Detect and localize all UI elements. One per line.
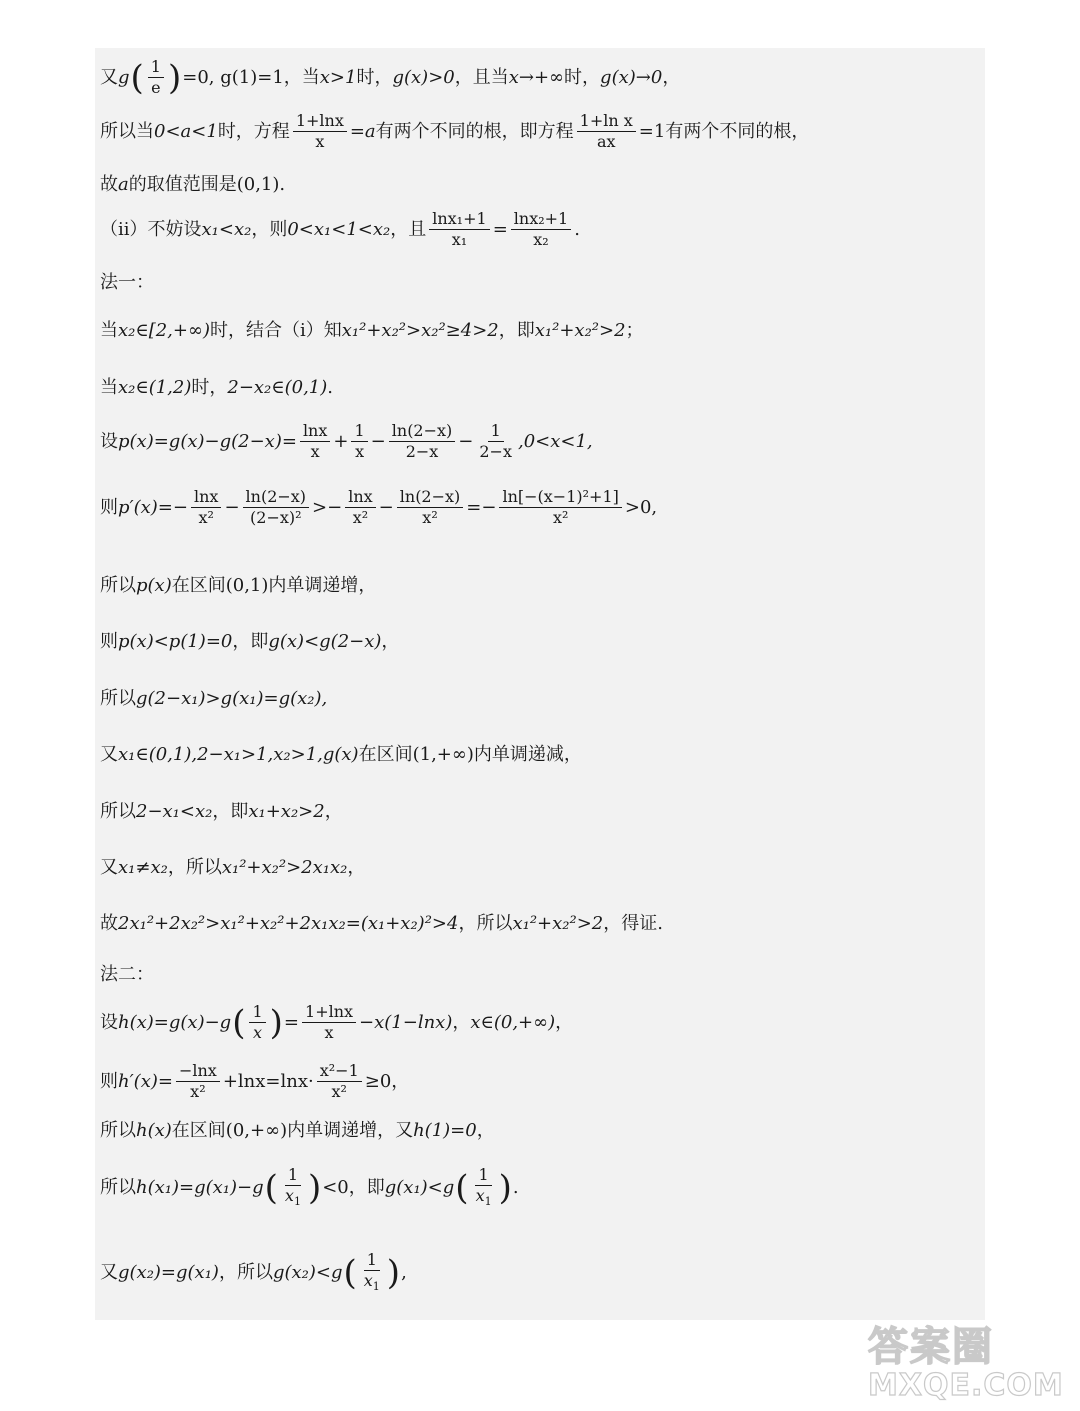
math: x₁≠x₂ <box>118 857 168 878</box>
math: a <box>118 174 129 195</box>
fraction: $\frac{\text{x²−1}}{\text{x²}}$ <box>317 1062 362 1102</box>
paren: ( <box>343 1252 357 1293</box>
paren: ) <box>307 1167 322 1208</box>
math: = <box>283 1012 300 1034</box>
text: ， <box>347 857 366 878</box>
fraction: $\frac{\ln x}{x}$ <box>300 422 330 462</box>
solution-line-7 <box>100 377 333 399</box>
text: 时， <box>564 67 601 89</box>
math: x₁∈(0,1),2−x₁>1,x₂>1,g(x) <box>118 744 359 765</box>
solution-line-16 <box>100 913 663 935</box>
method-two-heading <box>100 964 154 986</box>
text: 有两个不同的根，即方程 <box>375 121 574 143</box>
solution-line-19 <box>100 1062 409 1102</box>
text: 有两个不同的根， <box>665 121 810 143</box>
text: 则 <box>100 631 118 652</box>
text: ， <box>452 1012 471 1034</box>
text: 所以 <box>100 1176 136 1198</box>
fraction: $\frac{1}{x}$ <box>249 1003 265 1043</box>
fraction: $\frac{\text{lnx₁+1}}{\text{x₁}}$ <box>429 210 489 250</box>
math: g(x)<g(2−x) <box>268 631 382 652</box>
text: 当 <box>100 377 118 398</box>
text: 在区间(0,+∞)内单调递增，又 <box>171 1120 414 1141</box>
math: − <box>378 497 394 519</box>
math: x₂∈(1,2) <box>118 377 192 398</box>
method-one-heading <box>100 272 154 294</box>
watermark <box>868 1315 1064 1405</box>
math: +lnx=lnx· <box>222 1071 314 1093</box>
text: ，即 <box>232 631 269 652</box>
fraction: $\frac{\ln(2-x)}{2-x}$ <box>389 422 456 462</box>
math: 0<x₁<1<x₂ <box>287 219 391 241</box>
text: ，得证. <box>603 913 663 934</box>
fraction: $\frac{1}{x_1}$ <box>363 1250 380 1294</box>
math: 2−x₂∈(0,1) <box>227 377 328 398</box>
text: 设 <box>100 1012 118 1034</box>
fraction: $\frac{1+\ln x}{x}$ <box>302 1003 356 1043</box>
math: h(1)=0 <box>413 1120 477 1141</box>
math: g(x)→0 <box>600 67 663 89</box>
math: p(x)<p(1)=0 <box>118 631 233 652</box>
math: x₁+x₂>2 <box>248 801 325 822</box>
math: g(x₂)<g <box>272 1261 343 1283</box>
fraction: $\frac{\ln x}{\text{x²}}$ <box>345 488 375 528</box>
solution-line-15 <box>100 857 365 879</box>
fraction: $\frac{\text{ln[−(x−1)²+1]}}{\text{x²}}$ <box>499 488 621 528</box>
text: ，所以 <box>218 1261 273 1283</box>
text: 故 <box>100 913 118 934</box>
fraction: $\frac{1}{2-x}$ <box>479 421 512 462</box>
math: − <box>370 431 386 453</box>
solution-line-12 <box>100 688 327 710</box>
math: <0 <box>322 1176 349 1198</box>
math: 2x₁²+2x₂²>x₁²+x₂²+2x₁x₂=(x₁+x₂)²>4 <box>118 913 459 934</box>
solution-line-11 <box>100 631 399 653</box>
text: 当 <box>100 320 118 341</box>
math: p(x) <box>136 575 172 596</box>
math: h(x₁)=g(x₁)−g <box>136 1176 264 1198</box>
paren: ) <box>386 1252 401 1293</box>
solution-line-20 <box>100 1120 495 1142</box>
solution-line-9 <box>100 488 657 528</box>
text: 设 <box>100 431 118 453</box>
math: x∈(0,+∞) <box>470 1012 556 1034</box>
text: ，即 <box>212 801 249 822</box>
math: 0<a<1 <box>154 121 218 143</box>
solution-line-21 <box>100 1166 519 1209</box>
math: − <box>224 497 240 519</box>
math: g <box>118 67 130 89</box>
math: − <box>458 431 474 453</box>
text: 所以 <box>100 801 136 822</box>
text: . <box>512 1176 519 1198</box>
text: 所以 <box>100 1120 136 1141</box>
text: 时， <box>356 67 393 89</box>
math: 2−x₁<x₂ <box>136 801 213 822</box>
fraction: $\frac{1}{e}$ <box>148 58 164 98</box>
math: x>1 <box>319 67 357 89</box>
math: p′(x)=− <box>118 497 188 519</box>
text: 又 <box>100 857 118 878</box>
fraction: $\frac{\text{1+ln x}}{ax}$ <box>577 112 636 152</box>
math: =1 <box>638 121 666 143</box>
paren: ) <box>167 57 182 98</box>
paren: ( <box>130 57 144 98</box>
solution-line-1 <box>100 58 680 98</box>
solution-line-4 <box>100 210 580 250</box>
text: 在区间(1,+∞)内单调递减， <box>358 744 582 765</box>
solution-line-6 <box>100 320 644 342</box>
fraction: $\frac{-\ln x}{\text{x²}}$ <box>176 1062 220 1102</box>
text: ， <box>324 801 343 822</box>
text: ， <box>555 1012 574 1034</box>
solution-line-8 <box>100 422 593 462</box>
text: 时，方程 <box>217 121 290 143</box>
watermark-site: MXQE.COM <box>868 1368 1064 1403</box>
fraction: $\frac{1}{x}$ <box>351 422 367 462</box>
text: 所以当 <box>100 121 154 143</box>
text: ， <box>391 1071 410 1093</box>
math: =0, g(1)=1，当 <box>182 67 320 89</box>
math: ,0<x<1, <box>517 431 593 453</box>
paren: ( <box>232 1002 246 1043</box>
text: 又 <box>100 67 118 89</box>
math: x₂∈[2,+∞) <box>118 320 210 341</box>
math: h′(x)= <box>118 1071 173 1093</box>
watermark-logo: 答案圈 <box>868 1324 994 1370</box>
math: ≥0 <box>364 1071 392 1093</box>
math: x→+∞ <box>508 67 565 89</box>
math: g(x₁)<g <box>384 1176 455 1198</box>
text: ，所以 <box>167 857 222 878</box>
solution-line-2 <box>100 112 809 152</box>
solution-line-18 <box>100 1003 573 1043</box>
text: 时， <box>191 377 228 398</box>
text: 所以 <box>100 575 136 596</box>
paren: ( <box>264 1167 278 1208</box>
text: ， <box>476 1120 495 1141</box>
math: + <box>333 431 349 453</box>
fraction: $\frac{\ln x}{\text{x²}}$ <box>191 488 221 528</box>
text: 所以 <box>100 688 136 709</box>
text: 又 <box>100 744 118 765</box>
math: p(x)=g(x)−g(2−x)= <box>118 431 297 453</box>
text: ； <box>625 320 644 341</box>
math: g(x)>0 <box>392 67 455 89</box>
text: 的取值范围是(0,1). <box>128 174 286 195</box>
math: h(x) <box>136 1120 172 1141</box>
solution-line-22 <box>100 1251 407 1294</box>
fraction: $\frac{\ln(2-x)}{\text{(2−x)²}}$ <box>243 488 310 528</box>
math: >0, <box>624 497 658 519</box>
text: 在区间(0,1)内单调递增， <box>171 575 377 596</box>
math: x₁²+x₂²>x₂²≥4>2 <box>341 320 499 341</box>
math: = <box>492 219 508 241</box>
text: . <box>327 377 334 398</box>
text: ，则 <box>251 219 288 241</box>
text: ， <box>662 67 681 89</box>
math: g(2−x₁)>g(x₁)=g(x₂), <box>136 688 328 709</box>
text: . <box>574 219 580 241</box>
text: 故 <box>100 174 118 195</box>
math: >− <box>312 497 343 519</box>
math: =a <box>349 121 376 143</box>
math: x₁²+x₂²>2x₁x₂ <box>221 857 348 878</box>
text: 法二： <box>100 964 154 985</box>
math: x₁<x₂ <box>201 219 252 241</box>
text: 则 <box>100 1071 118 1093</box>
text: 时，结合（i）知 <box>210 320 342 341</box>
text: ， <box>381 631 400 652</box>
text: 则 <box>100 497 118 519</box>
paren: ) <box>269 1002 283 1043</box>
solution-line-10 <box>100 575 376 597</box>
text: 法一： <box>100 272 154 293</box>
solution-line-13 <box>100 744 582 766</box>
text: ，即 <box>498 320 535 341</box>
text: （ii）不妨设 <box>100 219 202 241</box>
fraction: $\frac{\text{lnx₂+1}}{\text{x₂}}$ <box>511 210 571 250</box>
fraction: $\frac{\ln(2-x)}{\text{x²}}$ <box>397 488 464 528</box>
math: g(x₂)=g(x₁) <box>118 1261 219 1283</box>
math: x₁²+x₂²>2 <box>534 320 626 341</box>
math: x₁²+x₂²>2 <box>512 913 604 934</box>
text: ，且 <box>390 219 427 241</box>
text: ，且当 <box>454 67 509 89</box>
paren: ) <box>498 1167 512 1208</box>
solution-line-14 <box>100 801 343 823</box>
paren: ( <box>455 1167 469 1208</box>
text: , <box>401 1261 407 1283</box>
fraction: $\frac{1}{x_1}$ <box>284 1165 301 1209</box>
math: =− <box>466 497 497 519</box>
text: 又 <box>100 1261 118 1283</box>
solution-line-3 <box>100 174 285 196</box>
math: h(x)=g(x)−g <box>118 1012 232 1034</box>
fraction: $\frac{1+\ln x}{x}$ <box>293 112 347 152</box>
text: ，即 <box>348 1176 385 1198</box>
text: ，所以 <box>458 913 513 934</box>
math: −x(1−lnx) <box>359 1012 453 1034</box>
fraction: $\frac{1}{x_1}$ <box>475 1165 492 1209</box>
